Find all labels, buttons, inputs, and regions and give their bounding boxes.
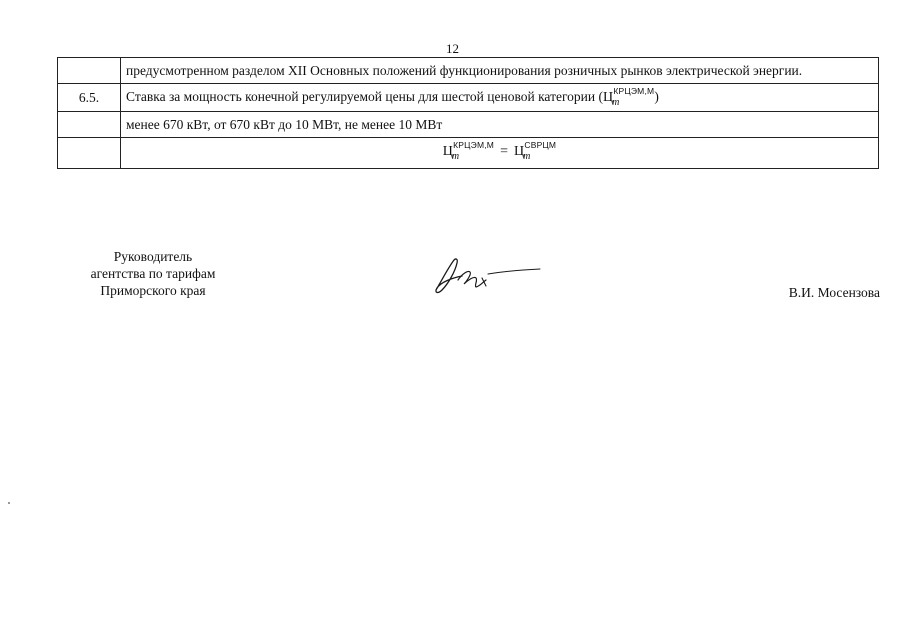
handwritten-signature — [428, 250, 548, 300]
row-text: предусмотренном разделом XII Основных положений функционирования розничных рынков электрической энергии. — [126, 63, 803, 78]
row-number-cell — [58, 112, 121, 138]
row-text-cell — [121, 112, 879, 138]
row-number-cell: 6.5. — [58, 84, 121, 112]
formula-left-symbol: Ц — [442, 144, 453, 159]
formula-left-superscript: КРЦЭМ,М — [453, 140, 495, 150]
formula-right-superscript: СВРЦМ — [524, 140, 557, 150]
price-formula — [121, 138, 878, 168]
formula-cell — [121, 138, 879, 169]
signatory-title — [73, 248, 233, 299]
row-number-cell — [58, 58, 121, 84]
row-text-main: Ставка за мощность конечной регулируемой цены для шестой ценовой категории ( — [126, 89, 603, 104]
row-text-cell — [121, 58, 879, 84]
table-row — [58, 58, 879, 84]
signatory-title-line: агентства по тарифам — [90, 266, 216, 281]
row-text-cell — [121, 84, 879, 112]
signatory-name: В.И. Мосензова — [788, 285, 880, 300]
margin-mark — [8, 502, 10, 504]
row-text: менее 670 кВт, от 670 кВт до 10 МВт, не менее 10 МВт — [126, 117, 443, 132]
table-row — [58, 84, 879, 112]
formula-left-subscript: m — [451, 151, 460, 162]
formula-subscript: m — [612, 97, 620, 108]
signatory-title-line: Приморского края — [100, 283, 206, 298]
formula-right-symbol: Ц — [514, 144, 525, 159]
table-row — [58, 112, 879, 138]
row-text-close: ) — [654, 89, 659, 104]
table-row — [58, 138, 879, 169]
formula-superscript: КРЦЭМ,М — [613, 86, 655, 96]
tariff-table — [57, 57, 879, 169]
formula-symbol: Ц — [603, 90, 614, 105]
row-number-cell — [58, 138, 121, 169]
formula-equals: = — [500, 144, 508, 159]
page-number: 12 — [446, 41, 459, 56]
signatory-title-line: Руководитель — [113, 249, 193, 264]
row-text — [121, 84, 878, 111]
formula-right-subscript: m — [523, 151, 531, 162]
